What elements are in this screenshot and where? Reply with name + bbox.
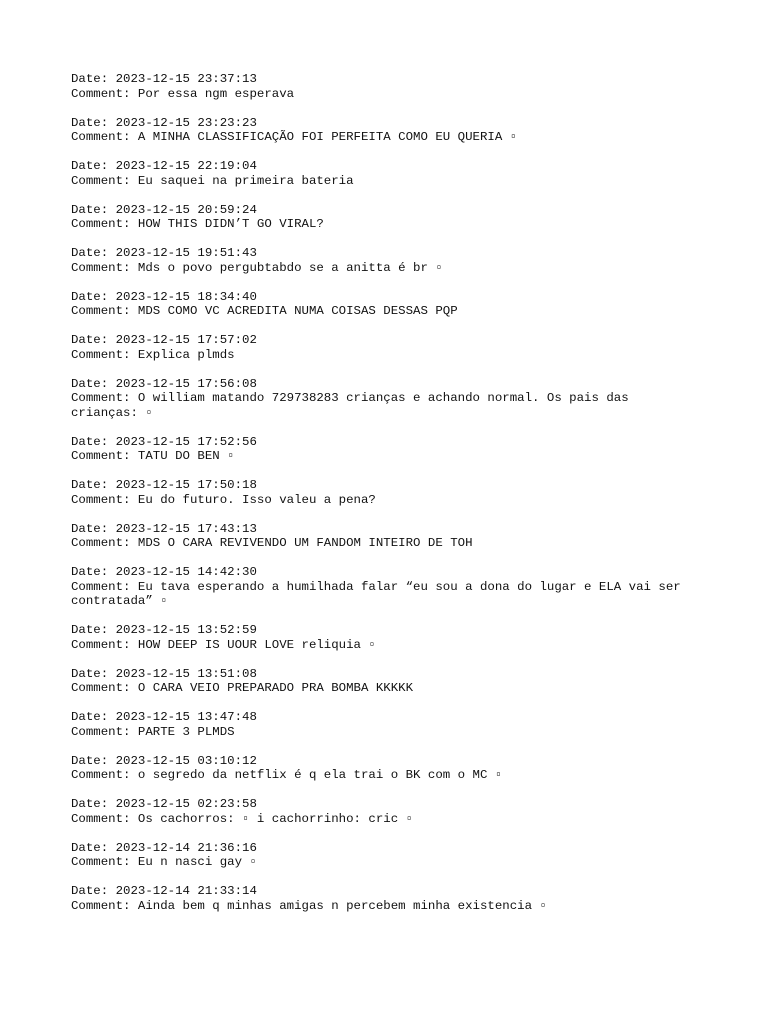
comment-text: Comment: A MINHA CLASSIFICAÇÃO FOI PERFEITA COMO EU QUERIA ▫ [71, 130, 518, 144]
comment-date: Date: 2023-12-15 17:43:13 [71, 521, 257, 536]
comment-entry [71, 797, 711, 826]
comment-text: Comment: O CARA VEIO PREPARADO PRA BOMBA KKKKK [71, 681, 414, 695]
comment-date: Date: 2023-12-15 17:52:56 [71, 434, 257, 449]
comment-entry [71, 435, 711, 464]
comment-entry [71, 565, 711, 609]
comment-date: Date: 2023-12-15 17:50:18 [71, 478, 257, 492]
comment-date: Date: 2023-12-15 20:59:24 [71, 202, 257, 217]
comment-text: Comment: Eu saquei na primeira bateria [71, 173, 354, 188]
comment-date: Date: 2023-12-14 21:33:14 [71, 884, 257, 898]
comment-text: Comment: Os cachorros: ▫ i cachorrinho: cric ▫ [71, 811, 414, 826]
comment-text: Comment: PARTE 3 PLMDS [71, 724, 235, 739]
comment-date: Date: 2023-12-15 14:42:30 [71, 565, 257, 579]
comment-text: Comment: O william matando 729738283 crianças e achando normal. Os pais das crianças: ▫ [71, 391, 629, 420]
comment-entry [71, 290, 711, 319]
comment-entry [71, 246, 711, 275]
comment-entry [71, 667, 711, 696]
comment-date: Date: 2023-12-15 18:34:40 [71, 289, 257, 304]
comment-text: Comment: Por essa ngm esperava [71, 86, 295, 101]
comment-text: Comment: HOW THIS DIDN’T GO VIRAL? [71, 217, 324, 231]
comment-date: Date: 2023-12-14 21:36:16 [71, 840, 257, 855]
comment-text: Comment: HOW DEEP IS UOUR LOVE reliquia ▫ [71, 637, 376, 652]
comment-text: Comment: Explica plmds [71, 347, 235, 362]
comment-date: Date: 2023-12-15 17:56:08 [71, 376, 257, 391]
comment-date: Date: 2023-12-15 19:51:43 [71, 246, 257, 260]
comment-text: Comment: o segredo da netflix é q ela trai o BK com o MC ▫ [71, 768, 503, 782]
comment-entry [71, 710, 711, 739]
comment-text: Comment: MDS O CARA REVIVENDO UM FANDOM INTEIRO DE TOH [71, 536, 473, 550]
comment-date: Date: 2023-12-15 13:51:08 [71, 666, 257, 681]
comment-text: Comment: Eu do futuro. Isso valeu a pena? [71, 492, 376, 507]
comment-entry [71, 333, 711, 362]
comment-date: Date: 2023-12-15 02:23:58 [71, 797, 257, 811]
comment-entry [71, 72, 711, 101]
comment-entry [71, 478, 711, 507]
comment-entry [71, 377, 711, 421]
comment-entry [71, 884, 711, 913]
comment-entry [71, 522, 711, 551]
comment-entry [71, 841, 711, 870]
comment-date: Date: 2023-12-15 23:37:13 [71, 72, 257, 86]
comment-entry [71, 623, 711, 652]
comment-date: Date: 2023-12-15 03:10:12 [71, 753, 257, 768]
comment-list [71, 72, 711, 928]
comment-date: Date: 2023-12-15 17:57:02 [71, 333, 257, 347]
comment-text: Comment: Eu n nasci gay ▫ [71, 855, 257, 869]
comment-text: Comment: Mds o povo pergubtabdo se a anitta é br ▫ [71, 260, 443, 275]
comment-text: Comment: Ainda bem q minhas amigas n percebem minha existencia ▫ [71, 898, 547, 913]
comment-entry [71, 116, 711, 145]
comment-entry [71, 159, 711, 188]
comment-date: Date: 2023-12-15 13:52:59 [71, 623, 257, 637]
comment-date: Date: 2023-12-15 22:19:04 [71, 159, 257, 173]
comment-text: Comment: Eu tava esperando a humilhada falar “eu sou a dona do lugar e ELA vai ser contratada” ▫ [71, 579, 681, 608]
comment-date: Date: 2023-12-15 13:47:48 [71, 710, 257, 724]
comment-text: Comment: TATU DO BEN ▫ [71, 449, 235, 463]
comment-entry [71, 203, 711, 232]
comment-date: Date: 2023-12-15 23:23:23 [71, 115, 257, 130]
comment-text: Comment: MDS COMO VC ACREDITA NUMA COISAS DESSAS PQP [71, 304, 458, 318]
comment-entry [71, 754, 711, 783]
